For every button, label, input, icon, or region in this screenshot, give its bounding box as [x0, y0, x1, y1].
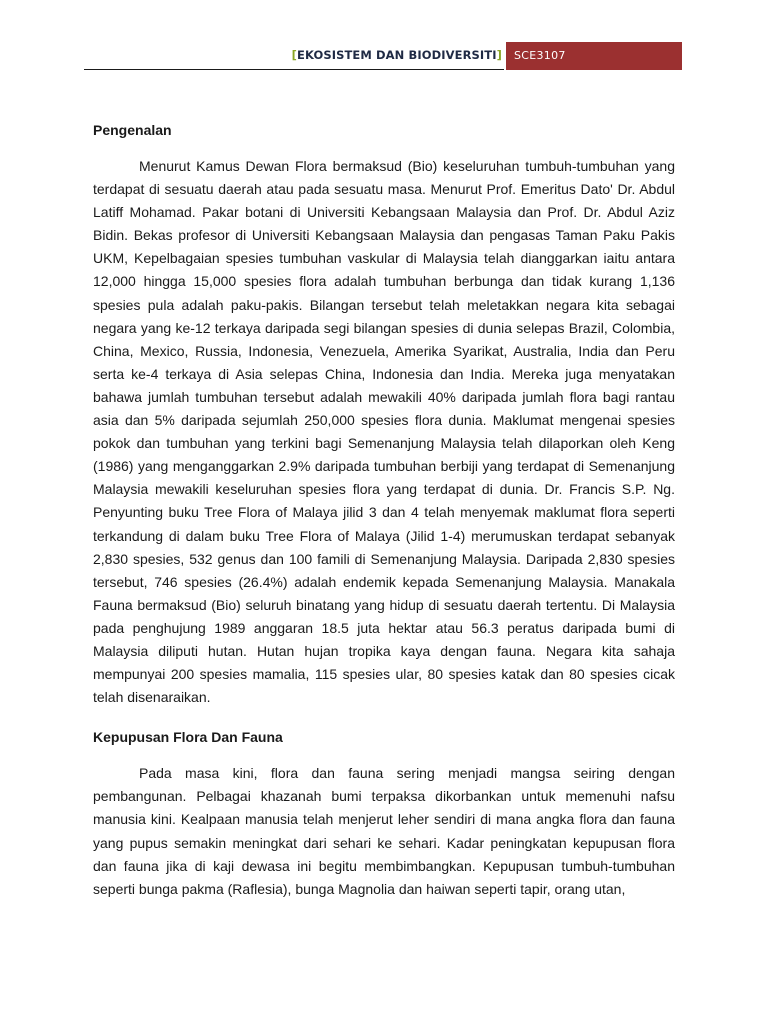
- header-rule: [84, 69, 504, 70]
- header-code-box: [504, 42, 682, 70]
- header-title: [292, 48, 502, 62]
- section-heading-kepupusan: Kepupusan Flora Dan Fauna: [93, 729, 283, 746]
- header-title-text: EKOSISTEM DAN BIODIVERSITI: [297, 48, 497, 62]
- section-heading-pengenalan: Pengenalan: [93, 122, 172, 138]
- course-code: SCE3107: [514, 49, 566, 62]
- document-body: [93, 112, 675, 901]
- header-bracket-open: [: [291, 48, 297, 62]
- header-bracket-close: ]: [496, 48, 502, 62]
- section-paragraph-kepupusan: Pada masa kini, flora dan fauna sering menjadi mangsa seiring dengan pembangunan. Pelbagai khazanah bumi terpaksa dikorbankan untuk memenuhi nafsu manusia kini. Kealpaan manusia telah menjerut leher sendiri di mana angka flora dan fauna yang pupus semakin meningkat dari sehari ke sehari. Kadar peningkatan kepupusan flora dan fauna jika di kaji dewasa ini begitu membimbangkan. Kepupusan tumbuh-tumbuhan seperti bunga pakma (Raflesia), bunga Magnolia dan haiwan seperti tapir, orang utan,: [93, 765, 675, 897]
- section-paragraph-pengenalan: Menurut Kamus Dewan Flora bermaksud (Bio) keseluruhan tumbuh-tumbuhan yang terdapat di sesuatu daerah atau pada sesuatu masa. Menurut Prof. Emeritus Dato' Dr. Abdul Latiff Mohamad. Pakar botani di Universiti Kebangsaan Malaysia dan Prof. Dr. Abdul Aziz Bidin. Bekas profesor di Universiti Kebangsaan Malaysia dan pengasas Taman Paku Pakis UKM, Kepelbagaian spesies tumbuhan vaskular di Malaysia telah dianggarkan iaitu antara 12,000 hingga 15,000 spesies flora adalah tumbuhan berbunga dan tidak kurang 1,136 spesies pula adalah paku-pakis. Bilangan tersebut telah meletakkan negara kita sebagai negara yang ke-12 terkaya daripada segi bilangan spesies di dunia selepas Brazil, Colombia, China, Mexico, Russia, Indonesia, Venezuela, Amerika Syarikat, Australia, India dan Peru serta ke-4 terkaya di Asia selepas China, Indonesia dan India. Mereka juga menyatakan bahawa jumlah tumbuhan tersebut adalah mewakili 40% daripada jumlah flora bagi rantau asia dan 5% daripada sejumlah 250,000 spesies flora dunia. Maklumat mengenai spesies pokok dan tumbuhan yang terkini bagi Semenanjung Malaysia telah dilaporkan oleh Keng (1986) yang menganggarkan 2.9% daripada tumbuhan berbiji yang terdapat di Semenanjung Malaysia mewakili keseluruhan spesies flora yang terdapat di dunia. Dr. Francis S.P. Ng. Penyunting buku Tree Flora of Malaya jilid 3 dan 4 telah menyemak maklumat flora seperti terkandung di dalam buku Tree Flora of Malaya (Jilid 1-4) merumuskan terdapat sebanyak 2,830 spesies, 532 genus dan 100 famili di Semenanjung Malaysia. Daripada 2,830 spesies tersebut, 746 spesies (26.4%) adalah endemik kepada Semenanjung Malaysia. Manakala Fauna bermaksud (Bio) seluruh binatang yang hidup di sesuatu daerah tertentu. Di Malaysia pada penghujung 1989 anggaran 18.5 juta hektar atau 56.3 peratus daripada bumi di Malaysia diliputi hutan. Hutan hujan tropika kaya dengan fauna. Negara kita sahaja mempunyai 200 spesies mamalia, 115 spesies ular, 80 spesies katak dan 80 spesies cicak telah disenaraikan.: [93, 158, 675, 706]
- page-header: [84, 42, 682, 70]
